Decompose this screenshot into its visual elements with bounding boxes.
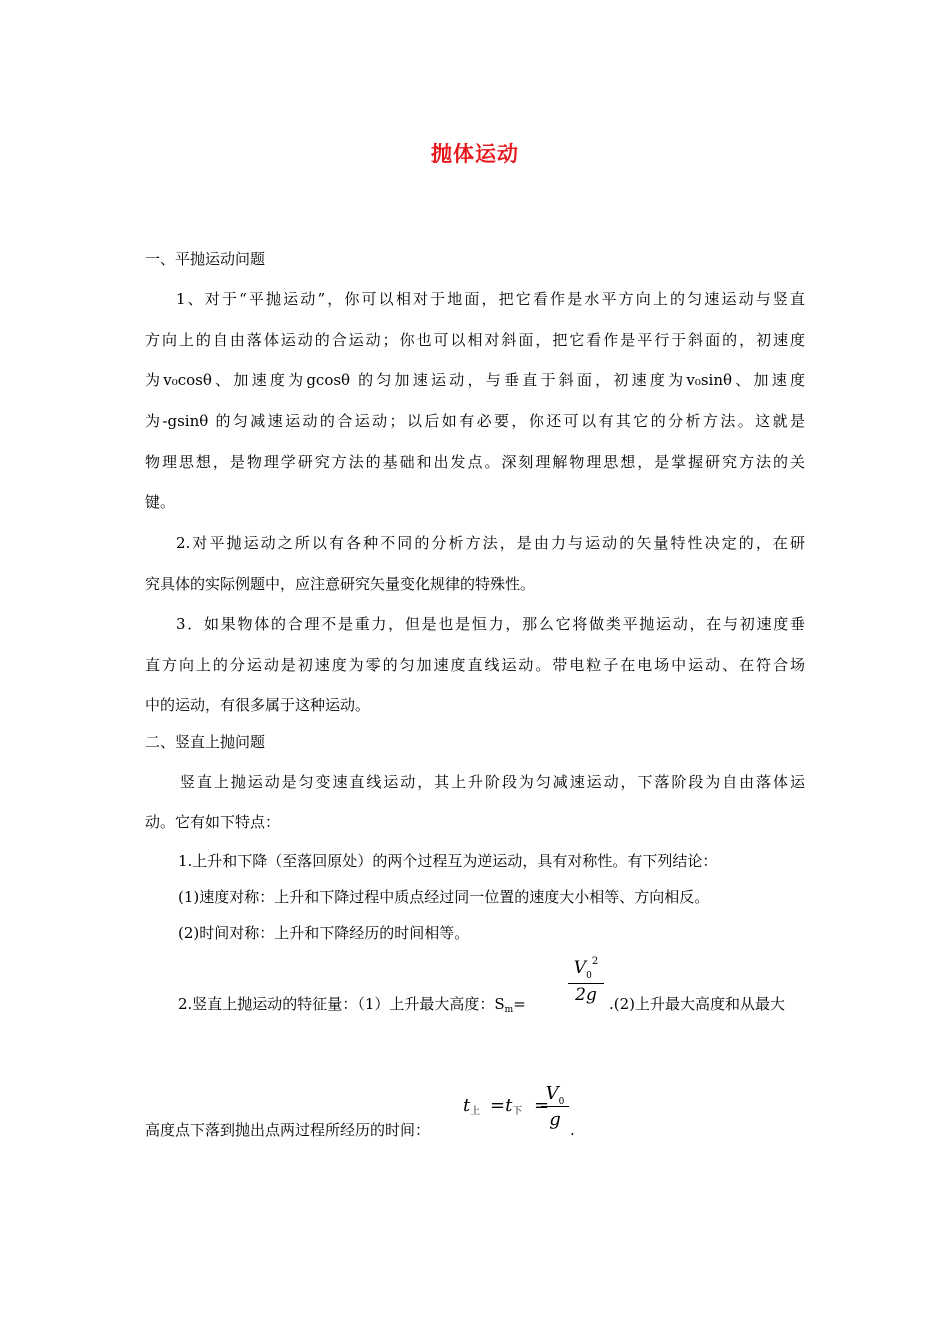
list-item: (2)时间对称：上升和下降经历的时间相等。 <box>178 924 470 942</box>
fraction-bar <box>568 983 604 984</box>
fraction-bar <box>541 1106 569 1107</box>
formula-numerator: $V_0^2$ <box>573 956 599 981</box>
paragraph-line: 竖直上抛运动是匀变速直线运动，其上升阶段为匀减速运动，下落阶段为自由落体运 <box>180 773 805 791</box>
paragraph-line: 方向上的自由落体运动的合运动；你也可以相对斜面，把它看作是平行于斜面的，初速度 <box>145 331 805 349</box>
item2-sub: m <box>504 1005 514 1015</box>
paragraph-line: 物理思想，是物理学研究方法的基础和出发点。深刻理解物理思想，是掌握研究方法的关 <box>145 453 805 471</box>
paragraph-line: 3．如果物体的合理不是重力，但是也是恒力，那么它将做类平抛运动，在与初速度垂 <box>176 615 805 633</box>
paragraph-line: 直方向上的分运动是初速度为零的匀加速度直线运动。带电粒子在电场中运动、在符合场 <box>145 656 805 674</box>
item2-line2: 高度点下落到抛出点两过程所经历的时间： <box>145 1121 431 1139</box>
section-heading-2: 二、竖直上抛问题 <box>145 733 266 751</box>
list-item: (1)速度对称：上升和下降过程中质点经过同一位置的速度大小相等、方向相反。 <box>178 888 710 906</box>
paragraph-line: 动。它有如下特点： <box>145 813 281 831</box>
item2-suffix: .(2)上升最大高度和从最大 <box>609 995 786 1013</box>
item2-prefix: 2.竖直上抛运动的特征量：（1）上升最大高度：S <box>178 995 505 1013</box>
paragraph-line: 为-gsinθ 的匀减速运动的合运动；以后如有必要，你还可以有其它的分析方法。这就是 <box>145 412 805 430</box>
paragraph-line: 键。 <box>145 493 176 511</box>
formula-denominator: g <box>549 1109 561 1130</box>
time-formula-fraction <box>541 1083 569 1130</box>
list-item-formula-line <box>178 993 526 1018</box>
paragraph-line: 2.对平抛运动之所以有各种不同的分析方法，是由力与运动的矢量特性决定的，在研 <box>176 534 805 552</box>
formula-denominator: 2g <box>575 985 597 1005</box>
paragraph-line: 1、对于“平抛运动”，你可以相对于地面，把它看作是水平方向上的匀速运动与竖直 <box>176 290 805 308</box>
time-formula-lhs: t上 =t下 = <box>463 1095 550 1117</box>
item2-eq: = <box>513 995 526 1013</box>
paragraph-line: 中的运动，有很多属于这种运动。 <box>145 696 371 714</box>
paragraph-line: 究具体的实际例题中，应注意研究矢量变化规律的特殊性。 <box>145 575 536 593</box>
section-heading-1: 一、平抛运动问题 <box>145 250 266 268</box>
formula-numerator: $V_0$ <box>545 1083 565 1107</box>
list-item: 1.上升和下降（至落回原处）的两个过程互为逆运动，具有对称性。有下列结论： <box>178 852 718 870</box>
document-title: 抛体运动 <box>431 142 519 166</box>
paragraph-line: 为v₀cosθ、加速度为gcosθ 的匀加速运动，与垂直于斜面，初速度为v₀sinθ、加速度 <box>145 371 805 389</box>
item2-line2-end: . <box>570 1121 575 1139</box>
max-height-formula <box>568 958 604 1007</box>
